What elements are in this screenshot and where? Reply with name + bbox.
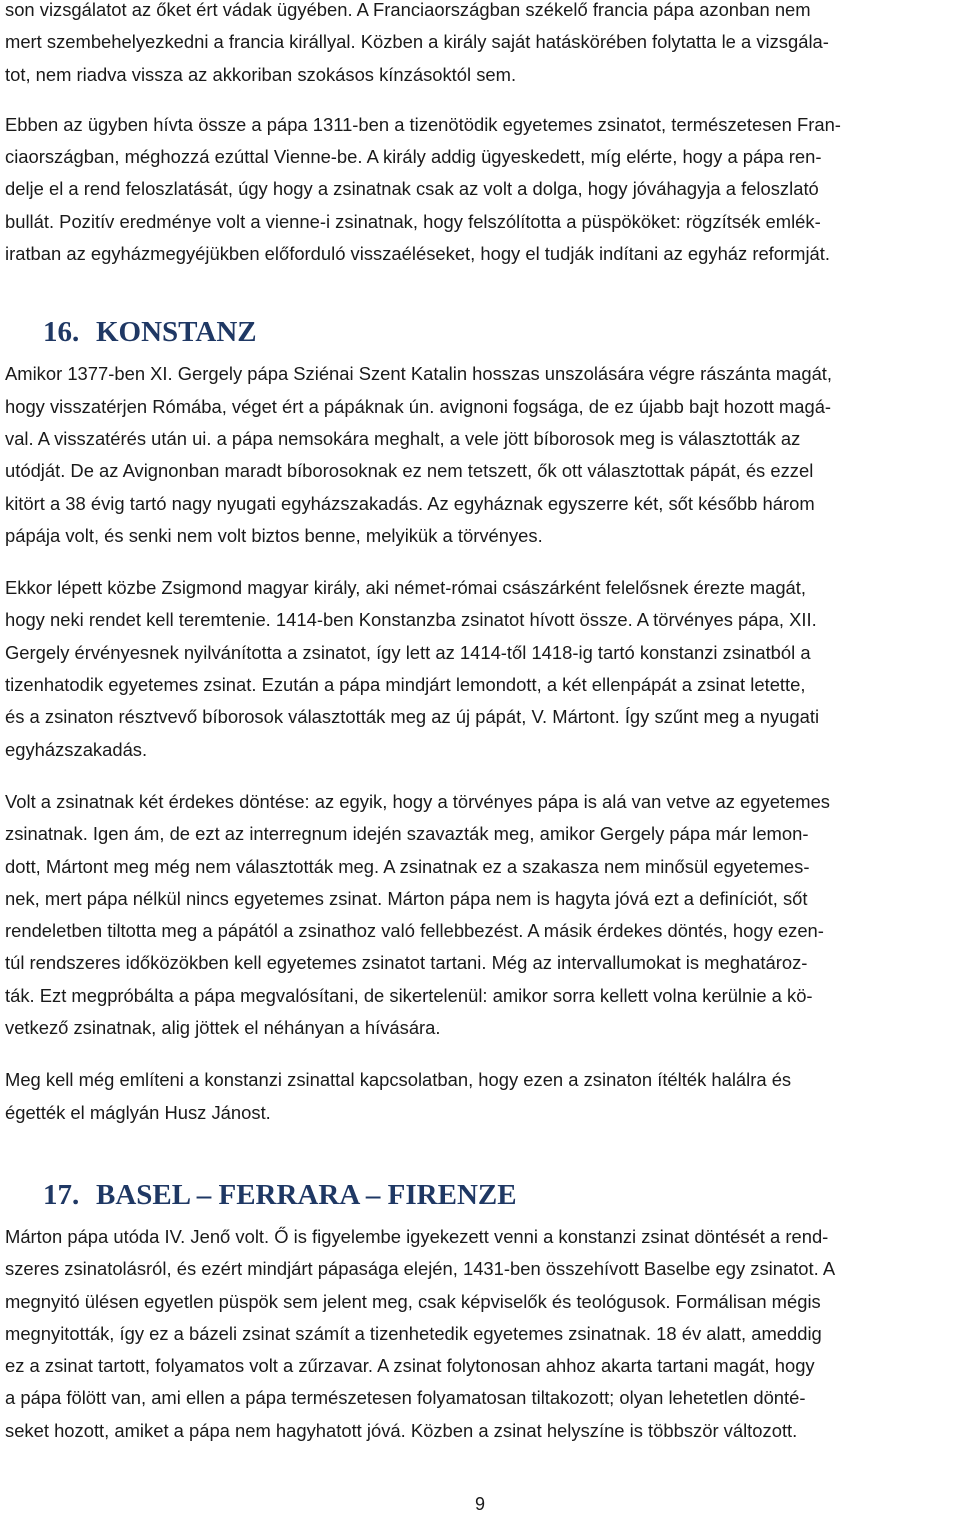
text-line: Volt a zsinatnak két érdekes döntése: az egyik, hogy a törvényes pápa is alá van vetve az egyetemes (5, 790, 831, 812)
page-number: 9 (474, 1494, 485, 1514)
text-line: túl rendszeres időközökben kell egyetemes zsinatot tartani. Még az intervallumokat is meghatároz- (5, 952, 808, 974)
text-line: utódját. De az Avignonban maradt bíborosoknak ez nem tetszett, ők ott választottak pápát, és ezzel (5, 460, 814, 482)
text-line: megnyitották, így ez a bázeli zsinat számít a tizenhetedik egyetemes zsinatnak. 18 év alatt, ameddig (5, 1322, 822, 1344)
text-line: tot, nem riadva vissza az akkoriban szokásos kínzásoktól sem. (5, 63, 517, 85)
section-number: 16. (43, 316, 80, 349)
text-line: Meg kell még említeni a konstanzi zsinattal kapcsolatban, hogy ezen a zsinaton ítélték halálra és (5, 1069, 792, 1091)
text-line: Márton pápa utóda IV. Jenő volt. Ő is figyelembe igyekezett venni a konstanzi zsinat döntését a rend- (5, 1225, 829, 1247)
text-line: rendeletben tiltotta meg a pápától a zsinathoz való fellebbezést. A másik érdekes döntés, hogy ezen- (5, 920, 824, 942)
text-line: hogy visszatérjen Rómába, véget ért a pápáknak ún. avignoni fogsága, de ez újabb bajt hozott magá- (5, 395, 832, 417)
paragraph-vienne-council (5, 109, 955, 270)
text-line: ták. Ezt megpróbálta a pápa megvalósítani, de sikertelenül: amikor sorra kellett volna kerülnie a kö- (5, 984, 813, 1006)
text-line: kitört a 38 évig tartó nagy nyugati egyházszakadás. Az egyháznak egyszerre két, sőt később három (5, 492, 815, 514)
text-line: vetkező zsinatnak, alig jöttek el néhányan a hívására. (5, 1017, 441, 1039)
section-heading-basel (5, 1169, 955, 1221)
text-line: szeres zsinatolásról, és ezért mindjárt pápasága elején, 1431-ben összehívott Baselbe egy zsinatot. A (5, 1258, 836, 1280)
text-line: Amikor 1377-ben XI. Gergely pápa Sziénai Szent Katalin hosszas unszolására végre rászánta magát, (5, 363, 833, 385)
section-heading-konstanz (5, 306, 955, 358)
text-line: ciaországban, méghozzá ezúttal Vienne-be. A király addig ügyeskedett, míg elérte, hogy a pápa ren- (5, 146, 822, 168)
paragraph-schism (5, 358, 955, 552)
text-line: seket hozott, amiket a pápa nem hagyhatott jóvá. Közben a zsinat helyszíne is többször változott. (5, 1419, 798, 1441)
text-line: nek, mert pápa nélkül nincs egyetemes zsinat. Márton pápa nem is hagyta jóvá ezt a definíciót, sőt (5, 887, 808, 909)
text-line: egyházszakadás. (5, 738, 148, 760)
text-line: Gergely érvényesnek nyilvánította a zsinatot, így lett az 1414-től 1418-ig tartó konstanzi zsinatból a (5, 641, 811, 663)
document-page (5, 0, 955, 1447)
text-line: pápája volt, és senki nem volt biztos benne, melyikük a törvényes. (5, 524, 543, 546)
paragraph-basel (5, 1221, 955, 1447)
text-line: delje el a rend feloszlatását, úgy hogy a zsinatnak csak az volt a dolga, hogy jóváhagyja a feloszlató (5, 178, 819, 200)
text-line: égették el máglyán Husz Jánost. (5, 1101, 271, 1123)
text-line: hogy neki rendet kell teremtenie. 1414-ben Konstanzba zsinatot hívott össze. A törvényes pápa, XII. (5, 609, 817, 631)
text-line: dott, Mártont meg még nem választották meg. A zsinatnak ez a szakasza nem minősül egyetemes- (5, 855, 810, 877)
text-line: és a zsinaton résztvevő bíborosok választották meg az új pápát, V. Mártont. Így szűnt meg a nyugati (5, 706, 820, 728)
text-line: son vizsgálatot az őket ért vádak ügyében. A Franciaországban székelő francia pápa azonban nem (5, 0, 811, 20)
text-line: Ekkor lépett közbe Zsigmond magyar király, aki német-római császárként felelősnek érezte magát, (5, 577, 807, 599)
text-line: mert szembehelyezkedni a francia királlyal. Közben a király saját hatáskörében folytatta le a vizsgála- (5, 31, 829, 53)
text-line: iratban az egyházmegyéjükben előforduló visszaéléseket, hogy el tudják indítani az egyház reformját. (5, 243, 830, 265)
text-line: Ebben az ügyben hívta össze a pápa 1311-ben a tizenötödik egyetemes zsinatot, természetesen Fran- (5, 113, 841, 135)
section-title: BASEL – FERRARA – FIRENZE (96, 1178, 517, 1211)
text-line: ez a zsinat tartott, folyamatos volt a zűrzavar. A zsinat folytonosan ahhoz akarta tartani magát, hogy (5, 1355, 815, 1377)
paragraph-zsigmond (5, 572, 955, 766)
section-title: KONSTANZ (96, 316, 257, 349)
section-number: 17. (43, 1178, 80, 1211)
text-line: a pápa fölött van, ami ellen a pápa természetesen folyamatosan tiltakozott; olyan lehetetlen dönté- (5, 1387, 806, 1409)
paragraph-decisions (5, 786, 955, 1044)
paragraph-vienne-trial (5, 0, 955, 91)
text-line: tizenhatodik egyetemes zsinat. Ezután a pápa mindjárt lemondott, a két ellenpápát a zsinat letette, (5, 674, 806, 696)
text-line: megnyitó ülésen egyetlen püspök sem jelent meg, csak képviselők és teológusok. Formálisan mégis (5, 1290, 821, 1312)
text-line: zsinatnak. Igen ám, de ezt az interregnum idején szavazták meg, amikor Gergely pápa már lemon- (5, 823, 809, 845)
text-line: val. A visszatérés után ui. a pápa nemsokára meghalt, a vele jött bíborosok meg is választották az (5, 427, 801, 449)
paragraph-husz (5, 1064, 955, 1129)
text-line: bullát. Pozitív eredménye volt a vienne-i zsinatnak, hogy felszólította a püspököket: rögzítsék emlék- (5, 210, 821, 232)
